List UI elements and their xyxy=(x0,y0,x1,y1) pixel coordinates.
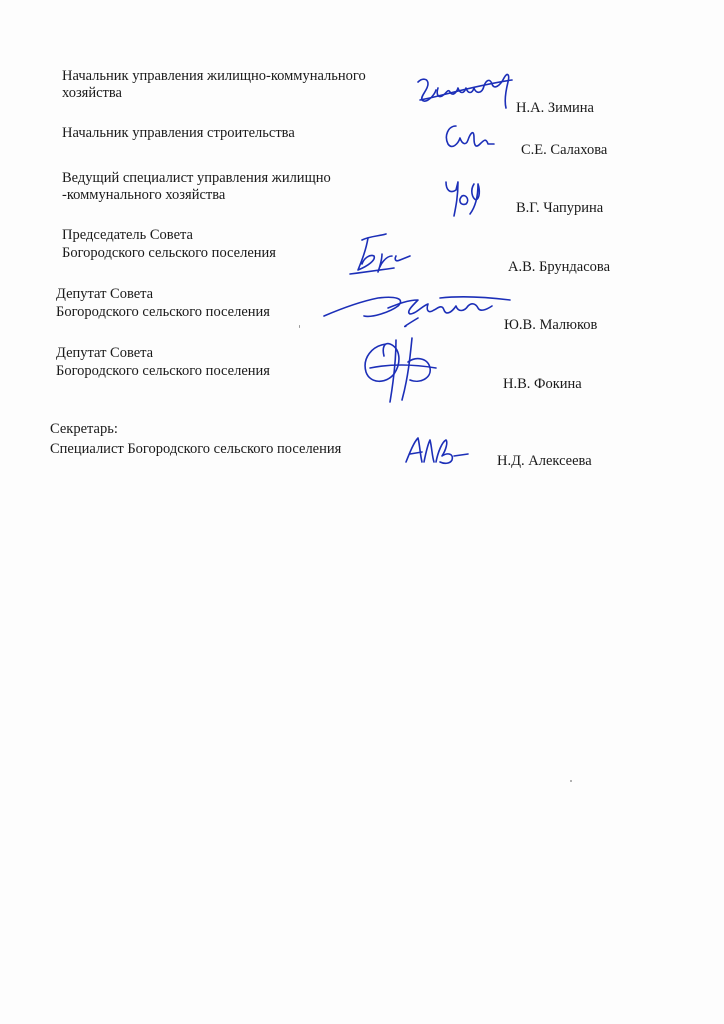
signatory-title-line: Начальник управления жилищно-коммунального xyxy=(62,68,366,84)
signatory-title-line: хозяйства xyxy=(62,85,122,101)
handwritten-signature-icon xyxy=(440,118,496,158)
handwritten-signature-icon xyxy=(346,230,416,278)
paper-speck xyxy=(570,780,572,782)
signatory-title-line: Богородского сельского поселения xyxy=(62,245,276,261)
signatory-title-line: Начальник управления строительства xyxy=(62,125,295,141)
signatory-title-line: Секретарь: xyxy=(50,421,118,437)
signatory-name: Н.В. Фокина xyxy=(503,376,582,392)
paper-speck xyxy=(299,325,300,328)
handwritten-signature-icon xyxy=(412,66,524,112)
signatory-name: Н.Д. Алексеева xyxy=(497,453,592,469)
signatory-title-line: Ведущий специалист управления жилищно xyxy=(62,170,331,186)
handwritten-signature-icon xyxy=(356,334,440,408)
handwritten-signature-icon xyxy=(318,290,518,330)
signatory-title-line: Председатель Совета xyxy=(62,227,193,243)
signatory-title-line: Богородского сельского поселения xyxy=(56,304,270,320)
signatory-title-line: Специалист Богородского сельского поселения xyxy=(50,441,342,457)
signatory-title-line: Депутат Совета xyxy=(56,345,154,361)
handwritten-signature-icon xyxy=(440,176,488,218)
signatory-name: Н.А. Зимина xyxy=(516,100,594,116)
signatory-name: В.Г. Чапурина xyxy=(516,200,604,216)
signatory-name: С.Е. Салахова xyxy=(521,142,608,158)
handwritten-signature-icon xyxy=(402,432,472,468)
signatory-title-line: Депутат Совета xyxy=(56,286,154,302)
signatory-title-line: Богородского сельского поселения xyxy=(56,363,270,379)
signatory-title-line: -коммунального хозяйства xyxy=(62,187,226,203)
signatory-name: Ю.В. Малюков xyxy=(504,317,598,333)
signatory-name: А.В. Брундасова xyxy=(508,259,611,275)
